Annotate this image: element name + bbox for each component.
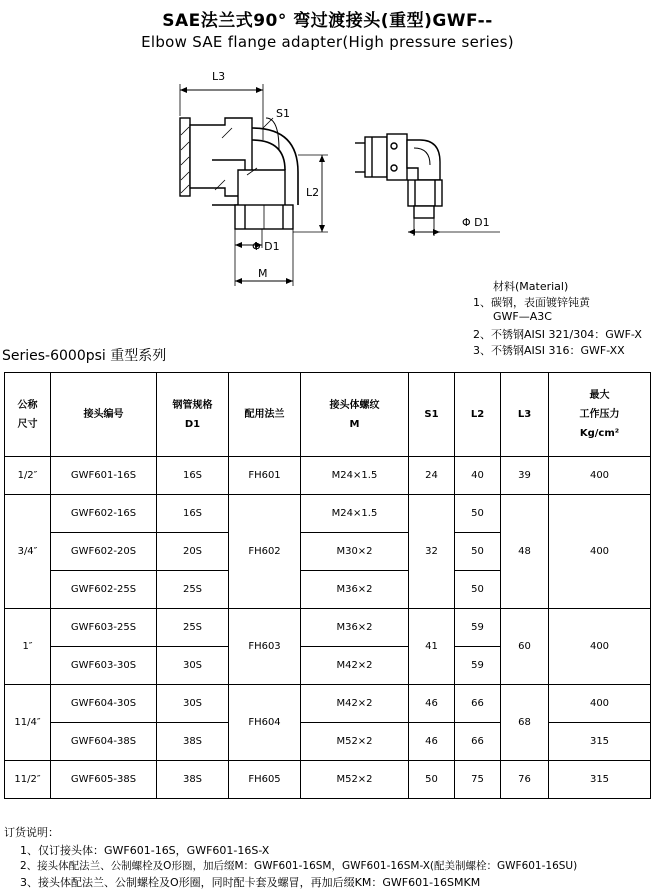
cell-pressure: 400 — [549, 457, 651, 495]
cell-s1: 50 — [409, 761, 455, 799]
cell-s1: 46 — [409, 723, 455, 761]
material-line-1: 1、碳钢，表面镀锌钝黄 — [473, 296, 590, 309]
series-title: Series-6000psi 重型系列 — [2, 348, 167, 364]
cell-part: GWF602-25S — [51, 571, 157, 609]
dim-label-m: M — [258, 267, 268, 280]
cell-flange: FH605 — [229, 761, 301, 799]
cell-pressure: 315 — [549, 761, 651, 799]
cell-nominal: 11/2″ — [5, 761, 51, 799]
cell-l3: 48 — [501, 495, 549, 609]
cell-s1: 32 — [409, 495, 455, 609]
cell-l2: 66 — [455, 685, 501, 723]
cell-d1: 38S — [157, 761, 229, 799]
cell-part: GWF605-38S — [51, 761, 157, 799]
cell-part: GWF604-38S — [51, 723, 157, 761]
cell-m: M24×1.5 — [301, 457, 409, 495]
header-l2: L2 — [455, 373, 501, 457]
ordering-line-1: 1、仅订接头体：GWF601-16S，GWF601-16S-X — [20, 844, 270, 857]
cell-pressure: 400 — [549, 609, 651, 685]
header-l3: L3 — [501, 373, 549, 457]
table-row — [5, 495, 651, 533]
cell-l2: 40 — [455, 457, 501, 495]
cell-l3: 60 — [501, 609, 549, 685]
cell-l2: 50 — [455, 571, 501, 609]
spec-table — [4, 372, 651, 799]
cell-pressure: 400 — [549, 685, 651, 723]
cell-d1: 25S — [157, 609, 229, 647]
cell-m: M30×2 — [301, 533, 409, 571]
header-part-no: 接头编号 — [51, 373, 157, 457]
header-flange: 配用法兰 — [229, 373, 301, 457]
cell-part: GWF603-25S — [51, 609, 157, 647]
cell-m: M42×2 — [301, 647, 409, 685]
header-s1: S1 — [409, 373, 455, 457]
header-thread: 接头体螺纹 M — [301, 373, 409, 457]
technical-drawing — [0, 60, 655, 300]
cell-flange: FH602 — [229, 495, 301, 609]
header-tube: 钢管规格 D1 — [157, 373, 229, 457]
cell-part: GWF603-30S — [51, 647, 157, 685]
dim-label-l2: L2 — [306, 186, 320, 199]
ordering-line-2: 2、接头体配法兰、公制螺栓及O形圈，加后缀M：GWF601-16SM，GWF601-16SM-X(配美制螺栓：GWF601-16SU) — [20, 860, 578, 872]
page-title: SAE法兰式90° 弯过渡接头(重型)GWF-- — [162, 11, 493, 31]
cell-s1: 41 — [409, 609, 455, 685]
table-row — [5, 609, 651, 647]
table-row — [5, 685, 651, 723]
header-pressure: 最大 工作压力 Kg/cm² — [549, 373, 651, 457]
cell-m: M52×2 — [301, 723, 409, 761]
cell-d1: 16S — [157, 457, 229, 495]
cell-flange: FH604 — [229, 685, 301, 761]
table-row — [5, 761, 651, 799]
cell-nominal: 1″ — [5, 609, 51, 685]
cell-l2: 75 — [455, 761, 501, 799]
material-line-3: 2、不锈钢AISI 321/304：GWF-X — [473, 328, 642, 341]
cell-m: M42×2 — [301, 685, 409, 723]
cell-flange: FH603 — [229, 609, 301, 685]
cell-part: GWF602-16S — [51, 495, 157, 533]
cell-l2: 59 — [455, 609, 501, 647]
cell-flange: FH601 — [229, 457, 301, 495]
cell-s1: 46 — [409, 685, 455, 723]
cell-m: M52×2 — [301, 761, 409, 799]
cell-l3: 76 — [501, 761, 549, 799]
cell-nominal: 11/4″ — [5, 685, 51, 761]
cell-l2: 50 — [455, 495, 501, 533]
dim-label-d1-assembly: Φ D1 — [462, 216, 490, 229]
cell-l2: 50 — [455, 533, 501, 571]
cell-pressure: 400 — [549, 495, 651, 609]
dim-label-d1: Φ D1 — [252, 240, 280, 253]
table-row — [5, 723, 651, 761]
material-line-2: GWF—A3C — [493, 310, 552, 323]
elbow-side-view — [180, 84, 328, 286]
cell-m: M24×1.5 — [301, 495, 409, 533]
table-row — [5, 457, 651, 495]
cell-m: M36×2 — [301, 571, 409, 609]
cell-d1: 30S — [157, 685, 229, 723]
cell-d1: 38S — [157, 723, 229, 761]
cell-l2: 59 — [455, 647, 501, 685]
cell-part: GWF604-30S — [51, 685, 157, 723]
cell-d1: 16S — [157, 495, 229, 533]
dim-label-s1: S1 — [276, 107, 290, 120]
ordering-line-3: 3、接头体配法兰、公制螺栓及O形圈，同时配卡套及螺冒，再加后缀KM：GWF601-16SMKM — [20, 876, 481, 889]
material-heading: 材料(Material) — [493, 280, 569, 293]
cell-part: GWF602-20S — [51, 533, 157, 571]
cell-l3: 68 — [501, 685, 549, 761]
ordering-heading: 订货说明： — [4, 826, 59, 839]
header-nominal: 公称 尺寸 — [5, 373, 51, 457]
cell-d1: 25S — [157, 571, 229, 609]
dim-label-l3: L3 — [212, 70, 226, 83]
cell-nominal: 3/4″ — [5, 495, 51, 609]
cell-d1: 20S — [157, 533, 229, 571]
cell-l2: 66 — [455, 723, 501, 761]
page-subtitle: Elbow SAE flange adapter(High pressure series) — [141, 33, 514, 51]
cell-m: M36×2 — [301, 609, 409, 647]
table-header-row — [5, 373, 651, 457]
cell-nominal: 1/2″ — [5, 457, 51, 495]
material-line-4: 3、不锈钢AISI 316：GWF-XX — [473, 344, 625, 357]
cell-part: GWF601-16S — [51, 457, 157, 495]
cell-d1: 30S — [157, 647, 229, 685]
cell-pressure: 315 — [549, 723, 651, 761]
cell-s1: 24 — [409, 457, 455, 495]
cell-l3: 39 — [501, 457, 549, 495]
